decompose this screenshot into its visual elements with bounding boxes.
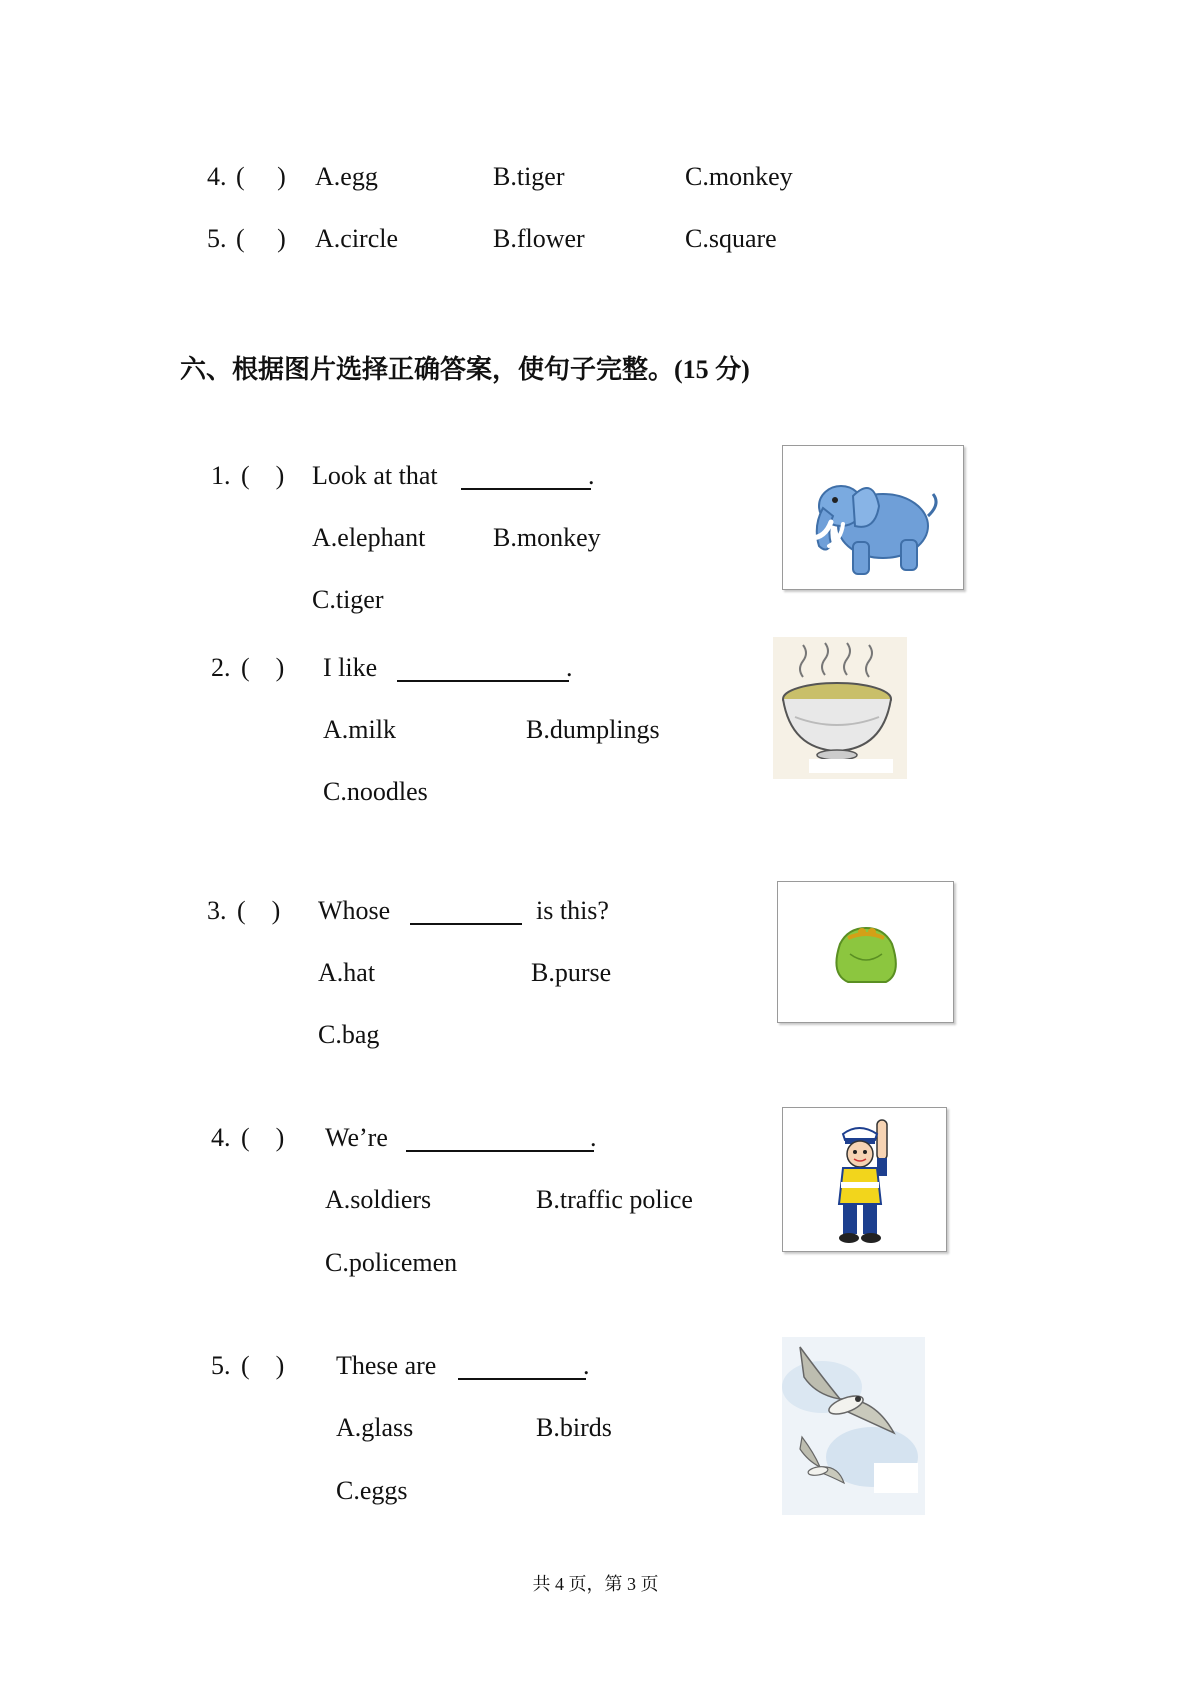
traffic-police-picture: [782, 1107, 947, 1252]
option-b: B.purse: [531, 958, 612, 987]
noodle-bowl-icon: [773, 637, 907, 779]
question-stem: Look at that: [312, 461, 438, 490]
option-a: A.soldiers: [325, 1185, 432, 1214]
question-number: 5.: [211, 1351, 231, 1380]
elephant-picture: [782, 445, 964, 590]
answer-parentheses[interactable]: ( ): [236, 162, 286, 191]
answer-blank[interactable]: [406, 1150, 594, 1152]
answer-parentheses[interactable]: ( ): [236, 224, 286, 253]
option-b: B.tiger: [493, 162, 565, 191]
period: .: [566, 653, 573, 682]
option-a: A.circle: [315, 224, 399, 253]
question-number: 1.: [211, 461, 231, 490]
question-stem: We’re: [325, 1123, 388, 1152]
answer-parentheses[interactable]: ( ): [241, 461, 285, 490]
question-stem: I like: [323, 653, 378, 682]
period: .: [583, 1351, 590, 1380]
birds-picture: [782, 1337, 925, 1515]
option-a: A.hat: [318, 958, 376, 987]
noodles-picture: [773, 637, 907, 779]
question-stem: Whose: [318, 896, 391, 925]
elephant-icon: [783, 446, 963, 589]
option-a: A.glass: [336, 1413, 414, 1442]
option-c: C.policemen: [325, 1248, 458, 1277]
question-number: 5.: [207, 224, 227, 253]
option-c: C.square: [685, 224, 777, 253]
option-a: A.milk: [323, 715, 396, 744]
option-b: B.birds: [536, 1413, 612, 1442]
question-stem: These are: [336, 1351, 437, 1380]
traffic-police-icon: [783, 1108, 946, 1251]
purse-picture: [777, 881, 954, 1023]
option-b: B.dumplings: [526, 715, 660, 744]
question-number: 3.: [207, 896, 227, 925]
period: .: [590, 1123, 597, 1152]
answer-blank[interactable]: [458, 1378, 586, 1380]
option-c: C.tiger: [312, 585, 384, 614]
purse-icon: [778, 882, 953, 1022]
option-c: C.bag: [318, 1020, 380, 1049]
option-a: A.egg: [315, 162, 378, 191]
answer-parentheses[interactable]: ( ): [241, 1123, 285, 1152]
option-b: B.traffic police: [536, 1185, 693, 1214]
option-c: C.eggs: [336, 1476, 408, 1505]
question-number: 2.: [211, 653, 231, 682]
answer-parentheses[interactable]: ( ): [241, 653, 285, 682]
question-number: 4.: [211, 1123, 231, 1152]
section-heading: 六、根据图片选择正确答案，使句子完整。(15 分): [180, 355, 750, 384]
option-c: C.noodles: [323, 777, 428, 806]
page-footer: 共 4 页，第 3 页: [532, 1574, 659, 1594]
answer-parentheses[interactable]: ( ): [241, 1351, 285, 1380]
option-a: A.elephant: [312, 523, 426, 552]
question-number: 4.: [207, 162, 227, 191]
answer-parentheses[interactable]: ( ): [237, 896, 281, 925]
option-c: C.monkey: [685, 162, 793, 191]
answer-blank[interactable]: [410, 923, 522, 925]
period: .: [588, 461, 595, 490]
birds-icon: [782, 1337, 925, 1515]
answer-blank[interactable]: [397, 680, 569, 682]
answer-blank[interactable]: [461, 488, 591, 490]
question-stem-end: is this?: [536, 896, 609, 925]
option-b: B.monkey: [493, 523, 601, 552]
option-b: B.flower: [493, 224, 585, 253]
